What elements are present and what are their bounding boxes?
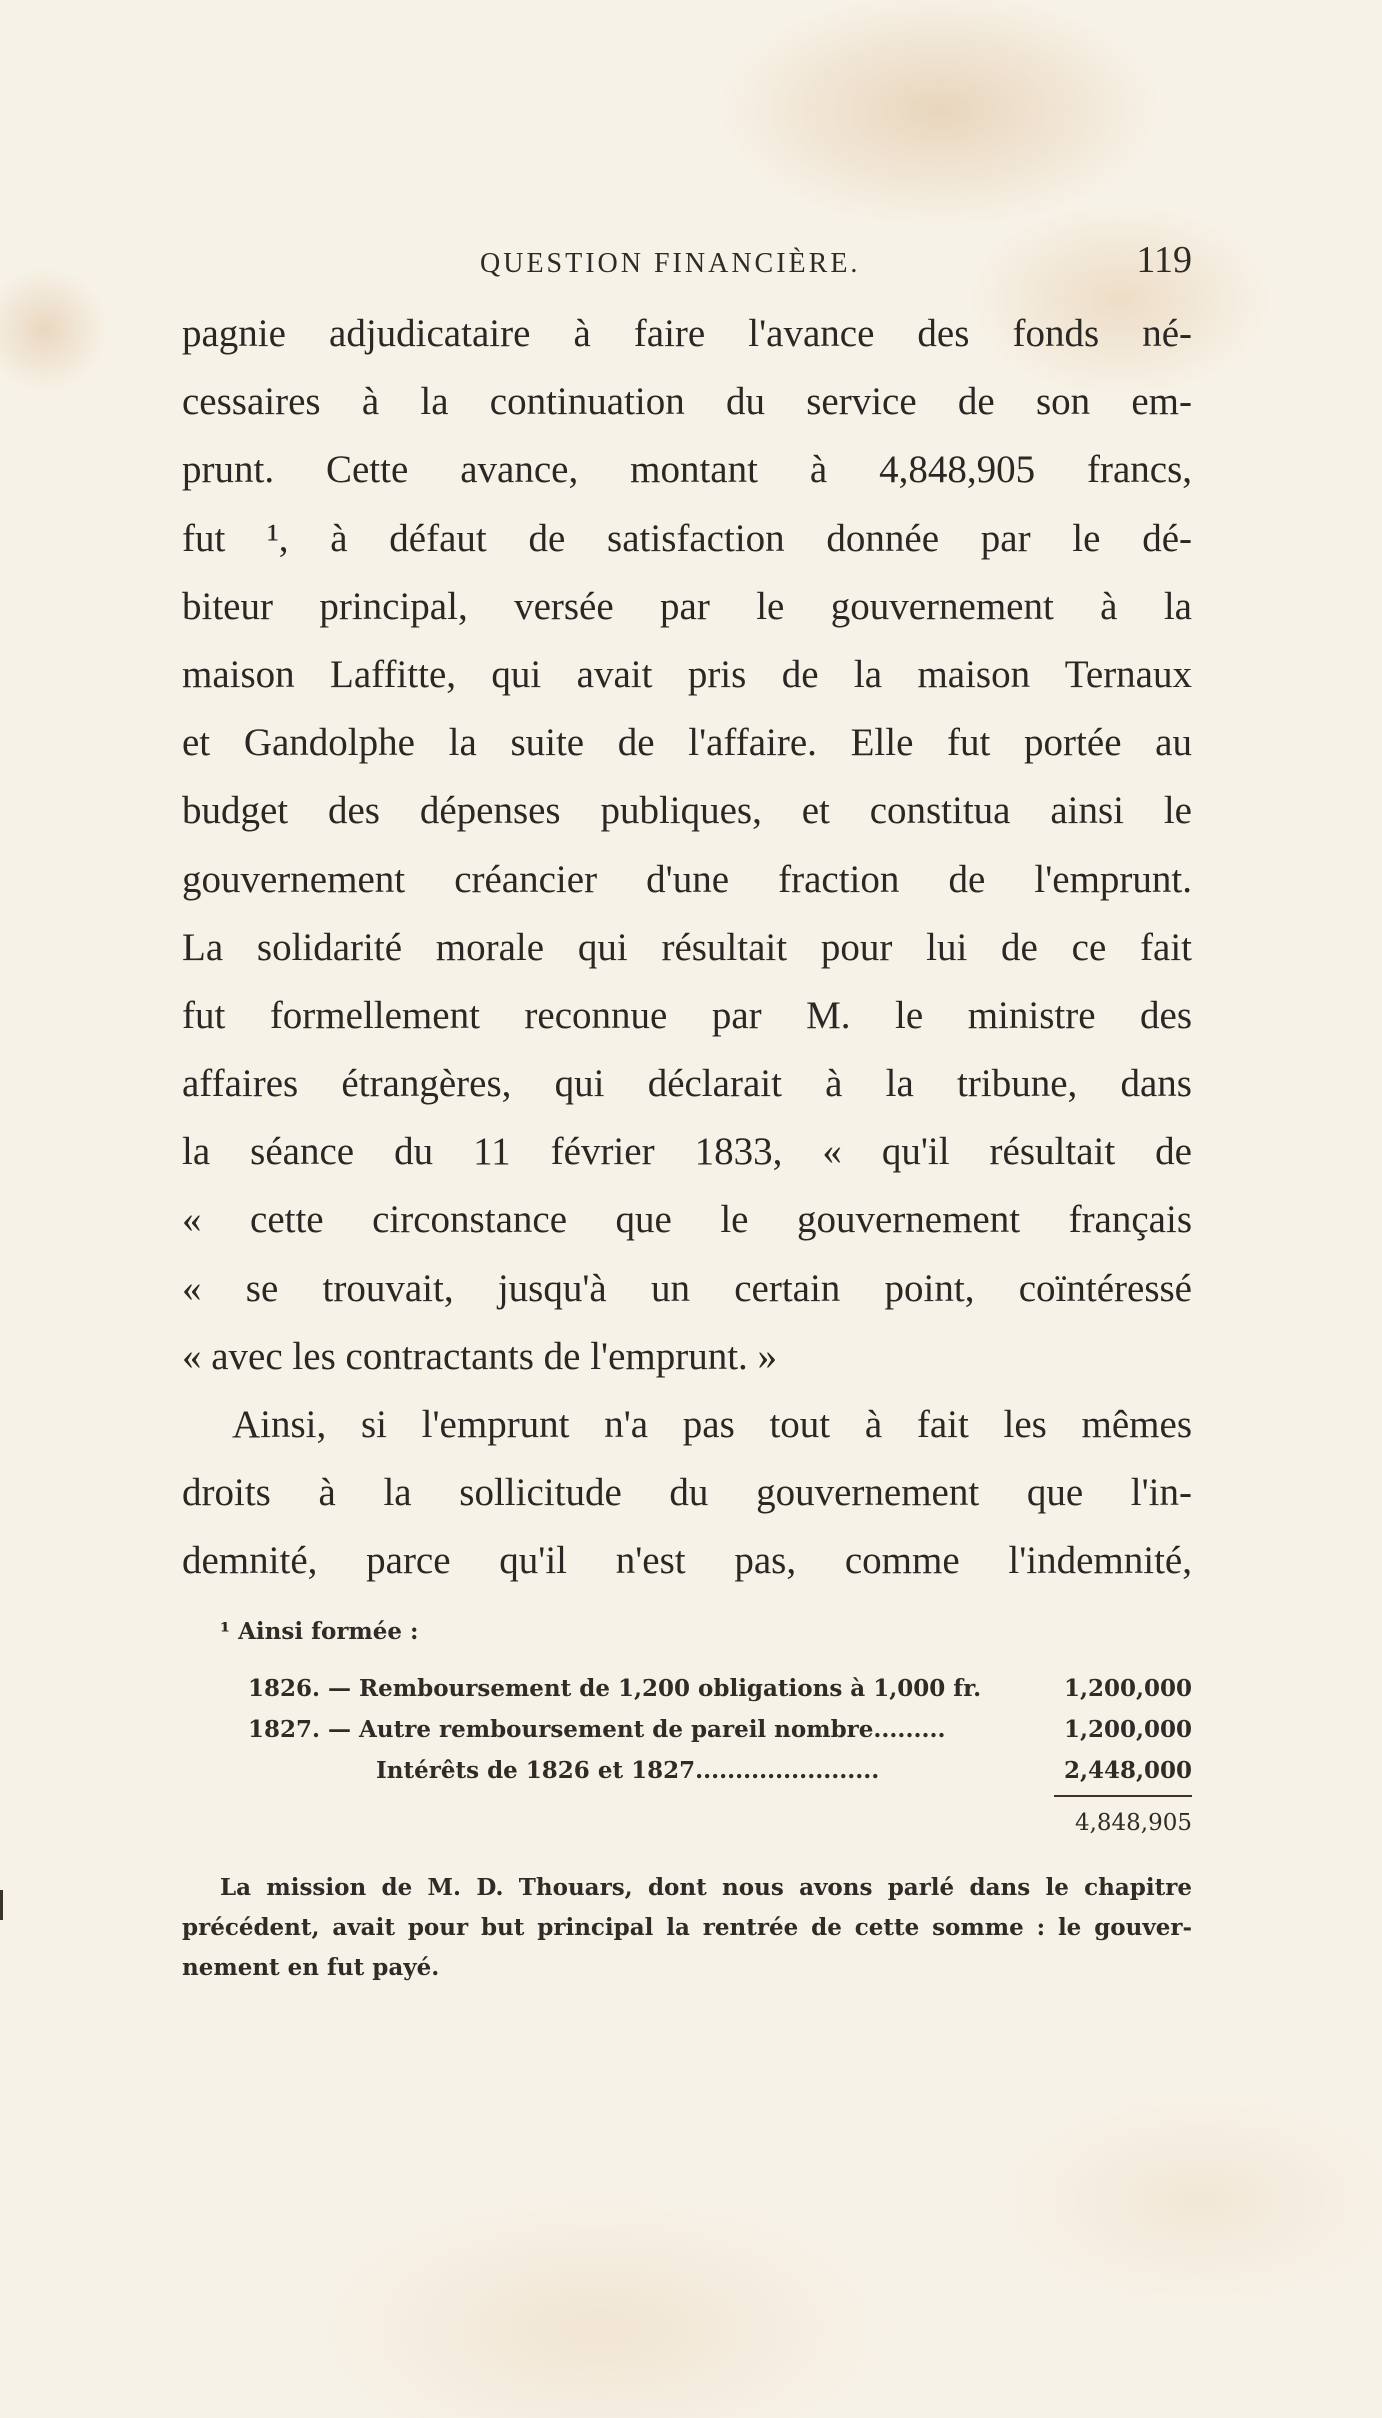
text-line: fut ¹, à défaut de satisfaction donnée par le dé- <box>182 516 1192 560</box>
text-line: maison Laffitte, qui avait pris de la maison Ternaux <box>182 652 1192 696</box>
page-header <box>182 238 1192 288</box>
text-line: « cette circonstance que le gouvernement français <box>182 1198 1192 1242</box>
footnote-row-desc: 1826. — Remboursement de 1,200 obligations à 1,000 fr. <box>248 1675 982 1702</box>
footnote-row <box>248 1757 1192 1787</box>
footnote-note <box>182 1868 1192 1988</box>
running-title: QUESTION FINANCIÈRE. <box>480 248 861 279</box>
footnote-row-amount: 2,448,000 <box>1063 1757 1192 1784</box>
text-line: « se trouvait, jusqu'à un certain point, coïntéressé <box>182 1266 1192 1310</box>
text-line: pagnie adjudicataire à faire l'avance des fonds né- <box>182 312 1192 355</box>
text-line: demnité, parce qu'il n'est pas, comme l'indemnité, <box>182 1539 1192 1583</box>
footnote-row <box>248 1716 1192 1746</box>
text-line: cessaires à la continuation du service de son em- <box>182 380 1192 424</box>
text-line: la séance du 11 février 1833, « qu'il résultait de <box>182 1130 1192 1174</box>
text-line: biteur principal, versée par le gouvernement à la <box>182 584 1192 628</box>
footnote-total: 4,848,905 <box>1074 1810 1192 1836</box>
note-line: précédent, avait pour but principal la rentrée de cette somme : le gouver- <box>182 1914 1192 1941</box>
page-edge-mark <box>0 1890 3 1920</box>
footnote-row-desc: Intérêts de 1826 et 1827....................... <box>376 1757 880 1784</box>
text-line: « avec les contractants de l'emprunt. » <box>182 1334 778 1378</box>
note-line: nement en fut payé. <box>182 1954 440 1981</box>
text-line: et Gandolphe la suite de l'affaire. Elle fut portée au <box>182 721 1192 765</box>
sum-rule <box>1054 1795 1192 1797</box>
text-line: budget des dépenses publiques, et constitua ainsi le <box>182 789 1192 833</box>
text-line: fut formellement reconnue par M. le ministre des <box>182 993 1192 1037</box>
text-line: affaires étrangères, qui déclarait à la tribune, dans <box>182 1062 1192 1106</box>
page-number: 119 <box>1136 239 1192 281</box>
footnote-intro: ¹ Ainsi formée : <box>220 1618 419 1645</box>
main-text <box>182 300 1192 1596</box>
text-line: gouvernement créancier d'une fraction de l'emprunt. <box>182 857 1192 901</box>
text-line: Ainsi, si l'emprunt n'a pas tout à fait les mêmes <box>232 1403 1192 1446</box>
text-line: prunt. Cette avance, montant à 4,848,905 francs, <box>182 448 1192 492</box>
note-line: La mission de M. D. Thouars, dont nous avons parlé dans le chapitre <box>220 1874 1192 1901</box>
footnote-row <box>248 1675 1192 1705</box>
footnote-row-amount: 1,200,000 <box>1063 1716 1192 1743</box>
footnote-row-desc: 1827. — Autre remboursement de pareil nombre......... <box>248 1716 946 1743</box>
footnote-row-amount: 1,200,000 <box>1063 1675 1192 1702</box>
text-line: La solidarité morale qui résultait pour lui de ce fait <box>182 925 1192 969</box>
text-line: droits à la sollicitude du gouvernement que l'in- <box>182 1471 1192 1515</box>
